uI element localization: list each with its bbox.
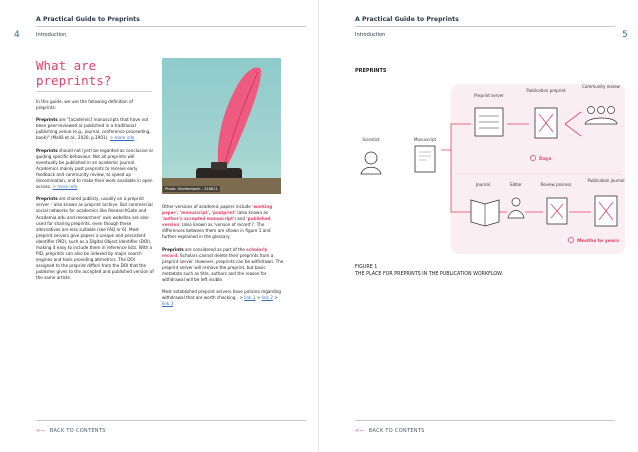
quill-inkwell-photo — [162, 58, 281, 194]
link-1[interactable]: link 1 — [244, 295, 256, 301]
back-arrow-icon: <— — [36, 428, 46, 434]
header-divider — [36, 26, 306, 27]
footer-divider — [36, 420, 306, 421]
publication-preprint-icon — [535, 108, 557, 138]
publication-journal-icon — [595, 196, 617, 226]
figure-caption-text: THE PLACE FOR PREPRINTS IN THE PUBLICATION WORKFLOW. — [355, 272, 503, 277]
back-arrow-icon: <— — [355, 428, 365, 434]
quill-illustration — [162, 58, 281, 194]
intro-paragraph: In this guide, we use the following definition of preprints: — [36, 99, 133, 111]
page-heading: What are preprints? — [36, 58, 112, 88]
link-3[interactable]: link 3 — [162, 301, 174, 307]
more-info-link[interactable]: > more info — [109, 135, 135, 141]
label-publication-journal: Publication journal — [587, 178, 625, 183]
right-column-text — [162, 204, 284, 313]
footer-divider — [355, 420, 615, 421]
label-scientist: Scientist — [362, 137, 380, 142]
link-2[interactable]: link 2 — [261, 295, 273, 301]
header-divider — [355, 26, 615, 27]
back-to-contents-link[interactable]: <— BACK TO CONTENTS — [355, 428, 425, 434]
section-label: PREPRINTS — [355, 68, 387, 74]
sharing-paragraph: Preprints are shared publicly, usually on a preprint server – also known as preprint archive. But commercial social networks for academics like ResearchGate and Academia.edu and researchers' own websites are also used for sharing preprints, even though these alternatives are less suitable (see FAQ nr 6). Most preprint servers give papers a unique and persistent identifier (PID), such as a Digital Object Identifier (DOI), making it easy to include them in reference lists. With a PID, preprints can also be indexed by major search engines and tools providing altmetrics. The DOI assigned to the preprint differs from the DOI that the publisher gives to the accepted and published version of the same article. — [36, 196, 154, 281]
header-section: Introduction — [36, 32, 67, 38]
scientist-icon — [361, 152, 381, 174]
definition-paragraph: Preprints are "[academic] manuscripts that have not been peer-reviewed or published in a traditional publishing venue (e.g., journal, conference proceeding, book)" (Mallā et al., 2020, p.1901). > more info — [36, 117, 151, 141]
header-title: A Practical Guide to Preprints — [36, 16, 140, 23]
label-manuscript: Manuscript — [413, 137, 437, 142]
journal-icon — [471, 200, 499, 226]
publication-workflow-diagram — [355, 78, 627, 256]
preprint-server-icon — [475, 108, 503, 136]
back-to-contents-link[interactable]: <— BACK TO CONTENTS — [36, 428, 106, 434]
header-title: A Practical Guide to Preprints — [355, 16, 459, 23]
withdrawal-paragraph: Most established preprint servers have policies regarding withdrawal that are worth checking . > link 1 > link 2 > link 3 — [162, 289, 282, 307]
heading-divider — [36, 91, 152, 92]
label-editor: Editor — [510, 182, 522, 187]
label-days: Days — [539, 157, 552, 162]
label-preprint-server: Preprint server — [474, 93, 504, 98]
more-info-link[interactable]: > more info — [52, 184, 78, 190]
review-process-icon — [547, 198, 567, 224]
figure-caption — [355, 264, 503, 278]
purpose-paragraph: Preprints should not (yet) be regarded as conclusive or guiding specific behaviour. Not all preprints will eventually be published in an academic journal. Academics mainly post preprints to receive early feedback and community review, to speed up dissemination, and to make their work available in open access. > more info — [36, 147, 154, 190]
scholarly-record-paragraph: Preprints are considered as part of the scholarly record. Scholars cannot delete their preprints from a preprint server. However, preprints can be withdrawn. The preprint server will remove the preprint, but basic metadata such as title, authors and the reason for withdrawal will be left visible. — [162, 246, 284, 283]
header-section: Introduction — [355, 32, 386, 38]
label-review-process: Review process — [540, 182, 572, 187]
label-journal: Journal — [476, 182, 490, 187]
photo-credit: Photo: Shutterstock - 318811 — [165, 187, 218, 191]
figure-label: FIGURE 1 — [355, 265, 378, 270]
page-number: 5 — [622, 30, 628, 40]
versions-paragraph: Other versions of academic papers include 'working paper', 'manuscript', 'postprint' (also known as 'author's accepted manuscript') and 'published version' (also known as 'version of record')'. The differences between them are shown in figure 1 and further explained in the glossary. — [162, 204, 273, 240]
right-page — [319, 0, 638, 452]
label-months-to-years: Months to years — [577, 239, 619, 244]
manuscript-icon — [415, 146, 435, 172]
left-column-text — [36, 99, 154, 288]
page-number: 4 — [14, 30, 20, 40]
label-publication-preprint: Publication preprint — [526, 88, 566, 93]
label-community-review: Community review — [582, 84, 620, 89]
